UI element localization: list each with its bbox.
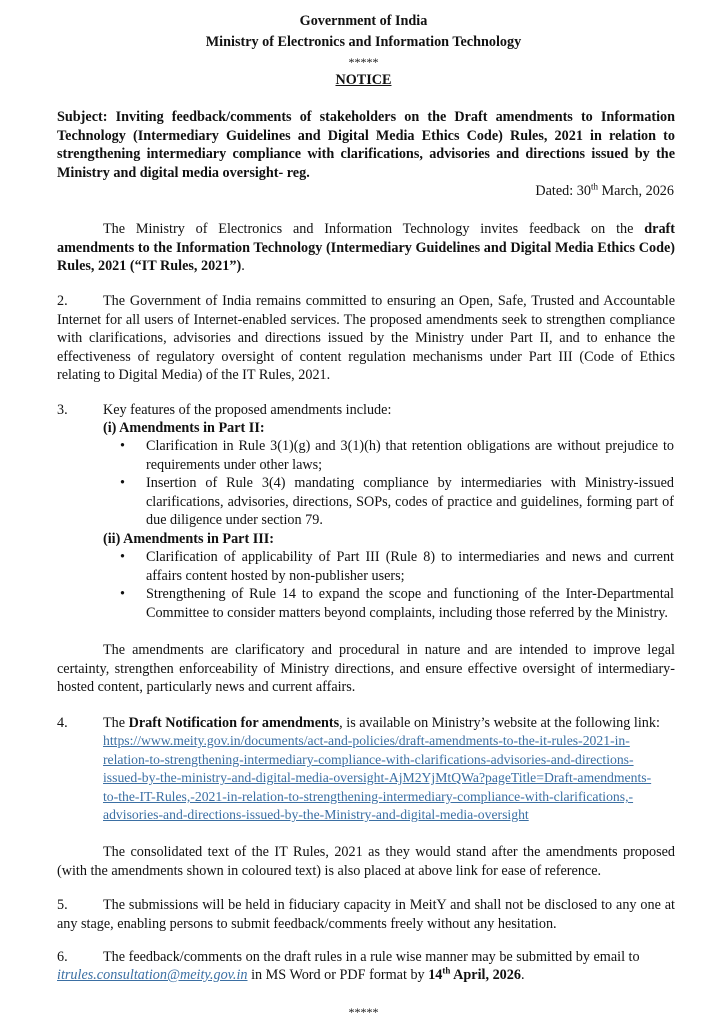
para1-end: . [241,258,245,275]
draft-link-line-1[interactable]: https://www.meity.gov.in/documents/act-and-policies/draft-amendments-to-the-it-rules-2021-in- [103,733,630,748]
bullet-icon: • [120,475,125,491]
part2-heading: (i) Amendments in Part II: [103,420,265,436]
part2-item-2: Insertion of Rule 3(4) mandating compliance by intermediaries with Ministry-issued clarifications, advisories, directions, SOPs, codes of practice and guidelines, forming part of due diligence under section 79. [146,475,674,529]
draft-link-line-2[interactable]: relation-to-strengthening-intermediary-compliance-with-clarifications-advisories-and-directions- [103,752,634,767]
para5-text: The submissions will be held in fiduciary capacity in MeitY and shall not be disclosed to any one at any stage, enabling persons to submit feedback/comments freely without any hesitation. [57,897,675,932]
para6-end: . [520,967,525,983]
header-stars: ***** [348,55,379,69]
part2-item-1: Clarification in Rule 3(1)(g) and 3(1)(h) that retention obligations are without prejudice to requirements under other laws; [146,438,674,473]
dated-prefix: Dated: 30 [535,183,591,199]
deadline-day: 14 [428,967,443,983]
part3-heading: (ii) Amendments in Part III: [103,531,275,547]
footer-stars: ***** [348,1005,379,1019]
subject: Subject: Inviting feedback/comments of stakeholders on the Draft amendments to Information Technology (Intermediary Guidelines and Digital Media Ethics Code) Rules, 2021 in relation to strengthening intermediary compliance with clarifications, advisories and directions issued by the Ministry and digital media oversight- reg. [57,109,675,181]
para6-text: The feedback/comments on the draft rules in a rule wise manner may be submitted by email to [103,949,640,965]
para3-number: 3. [57,402,68,418]
government-heading: Government of India [299,13,428,29]
para2-text: The Government of India remains committed to ensuring an Open, Safe, Trusted and Accountable Internet for all users of Internet-enabled services. The proposed amendments seek to strengthen compliance with clarifications, advisories and directions issued by the Ministry under Part II, and to enhance the effectiveness of regulatory oversight of content regulation mechanisms under Part III (Code of Ethics relating to Digital Media) of the IT Rules, 2021. [57,293,675,384]
dated-sup: th [590,181,598,192]
dated [535,182,674,201]
intro-paragraph [57,220,675,276]
para4-lead-text: The [103,715,129,731]
draft-link-line-5[interactable]: advisories-and-directions-issued-by-the-Ministry-and-digital-media-oversight [103,807,529,822]
para5-number: 5. [57,897,68,913]
part3-item-2: Strengthening of Rule 14 to expand the scope and functioning of the Inter-Departmental Committee to consider matters beyond complaints, including those referred by the Ministry. [146,586,674,621]
draft-link-line-4[interactable]: to-the-IT-Rules,-2021-in-relation-to-strengthening-intermediary-compliance-with-clarifications,- [103,789,634,804]
para6-number: 6. [57,949,68,965]
bullet-icon: • [120,549,125,565]
consolidated-text-note: The consolidated text of the IT Rules, 2021 as they would stand after the amendments proposed (with the amendments shown in coloured text) is also placed at above link for ease of reference. [57,844,675,879]
ministry-heading: Ministry of Electronics and Information Technology [205,34,522,50]
email-link[interactable]: itrules.consultation@meity.gov.in [57,967,248,983]
draft-notification-label: Draft Notification for amendments [128,715,340,731]
para4-lead [103,714,675,733]
dated-suffix: March, 2026 [597,183,674,199]
para2-number: 2. [57,293,68,309]
part3-item-1: Clarification of applicability of Part III (Rule 8) to intermediaries and news and current affairs content hosted by non-publisher users; [146,549,674,584]
notice-title: NOTICE [335,72,392,88]
para6-line2 [57,966,525,985]
para6-mid: in MS Word or PDF format by [247,967,429,983]
para3-intro: Key features of the proposed amendments include: [103,402,392,418]
bullet-icon: • [120,586,125,602]
bullet-icon: • [120,438,125,454]
amendments-summary: The amendments are clarificatory and procedural in nature and are intended to improve legal certainty, strengthen enforceability of Ministry directions, and ensure effective oversight of intermediary-hosted content, particularly news and current affairs. [57,642,675,696]
deadline-rest: April, 2026 [450,967,521,983]
draft-link-line-3[interactable]: issued-by-the-ministry-and-digital-media-oversight-AjM2YjMtQWa?pageTitle=Draft-amendments- [103,770,652,785]
deadline-sup: th [442,965,451,976]
para1-bold: draft amendments to the Information Technology (Intermediary Guidelines and Digital Media Ethics Code) Rules, 2021 (“IT Rules, 2021”) [57,221,675,275]
deadline-date [428,967,521,983]
para4-number: 4. [57,715,68,731]
para4-rest: , is available on Ministry’s website at the following link: [339,715,660,731]
para1-text: The Ministry of Electronics and Information Technology invites feedback on the [103,221,645,237]
